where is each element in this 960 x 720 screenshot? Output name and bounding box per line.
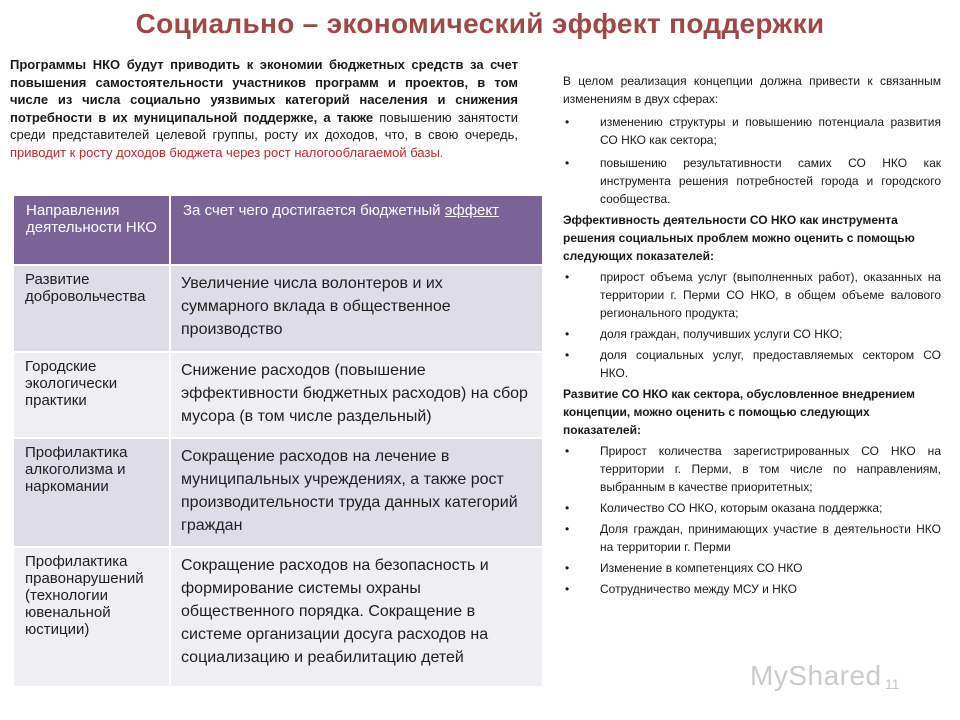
direction-cell: Профилактика правонарушений (технологии ювенальной юстиции): [13, 547, 170, 687]
header-effect-underlined: эффект: [444, 202, 499, 219]
list-item: • прирост объема услуг (выполненных работ), оказанных на территории г. Перми СО НКО, в общем объеме валового регионального продукта;: [563, 268, 941, 322]
table-row: [13, 352, 543, 438]
indicators-list-2: [563, 442, 941, 598]
indicators-heading-1: Эффективность деятельности СО НКО как инструмента решения социальных проблем можно оценить с помощью следующих показателей:: [563, 213, 915, 263]
list-item: • доля граждан, получивших услуги СО НКО;: [563, 325, 941, 343]
list-item: • Прирост количества зарегистрированных СО НКО на территории г. Перми, в том числе по направлениям, выбранным в качестве приоритетных;: [563, 442, 941, 496]
intro-normal-text: повышению занятости среди представителей целевой группы, росту их доходов, что, в свою очередь,: [10, 109, 518, 142]
lead-paragraph: В целом реализация концепции должна привести к связанным изменениям в двух сферах:: [563, 74, 941, 106]
concept-results-column: [563, 72, 941, 598]
effect-cell: Увеличение числа волонтеров и их суммарного вклада в общественное производство: [170, 265, 543, 352]
list-item: • Доля граждан, принимающих участие в деятельности НКО на территории г. Перми: [563, 520, 941, 556]
header-effect-text: За счет чего достигается бюджетный: [183, 202, 445, 219]
page-number: 11: [885, 676, 900, 692]
table-header-row: [13, 195, 543, 265]
direction-cell: Развитие добровольчества: [13, 265, 170, 352]
list-item: • доля социальных услуг, предоставляемых сектором СО НКО.: [563, 346, 941, 382]
list-item: • изменению структуры и повышению потенциала развития СО НКО как сектора;: [563, 113, 941, 149]
watermark-logo: MyShared: [750, 660, 882, 691]
header-effect: [170, 195, 543, 265]
effect-cell: Сокращение расходов на лечение в муниципальных учреждениях, а также рост производительности труда данных категорий граждан: [170, 438, 543, 547]
list-item: • Изменение в компетенциях СО НКО: [563, 559, 941, 577]
intro-red-text: приводит к росту доходов бюджета через рост налогооблагаемой базы.: [10, 144, 444, 160]
list-item: • повышению результативности самих СО НКО как инструмента решения потребностей города и городского сообщества.: [563, 154, 941, 208]
spheres-list: [563, 113, 941, 208]
effect-cell: Снижение расходов (повышение эффективности бюджетных расходов) на сбор мусора (в том числе раздельный): [170, 352, 543, 438]
list-item: • Сотрудничество между МСУ и НКО: [563, 580, 941, 598]
indicators-heading-2: Развитие СО НКО как сектора, обусловленное внедрением концепции, можно оценить с помощью следующих показателей:: [563, 387, 915, 437]
indicators-list-1: [563, 268, 941, 382]
intro-paragraph: [10, 56, 518, 161]
direction-cell: Профилактика алкоголизма и наркомании: [13, 438, 170, 547]
intro-bold-text: Программы НКО будут приводить к экономии бюджетных средств за счет повышения самостоятельности участников программ и проектов, в том числе из числа социально уязвимых категорий населения и снижения потребности в их муниципальной поддержке, а также: [10, 57, 518, 125]
effect-cell: Сокращение расходов на безопасность и формирование системы охраны общественного порядка. Сокращение в системе организации досуга расходов на социализацию и реабилитацию детей: [170, 547, 543, 687]
table-row: [13, 265, 543, 352]
budget-effect-table: [12, 194, 544, 688]
direction-cell: Городские экологически практики: [13, 352, 170, 438]
table-row: [13, 438, 543, 547]
list-item: • Количество СО НКО, которым оказана поддержка;: [563, 499, 941, 517]
header-direction: Направления деятельности НКО: [13, 195, 170, 265]
table-row: [13, 547, 543, 687]
slide-title: Социально – экономический эффект поддержки: [135, 8, 825, 39]
